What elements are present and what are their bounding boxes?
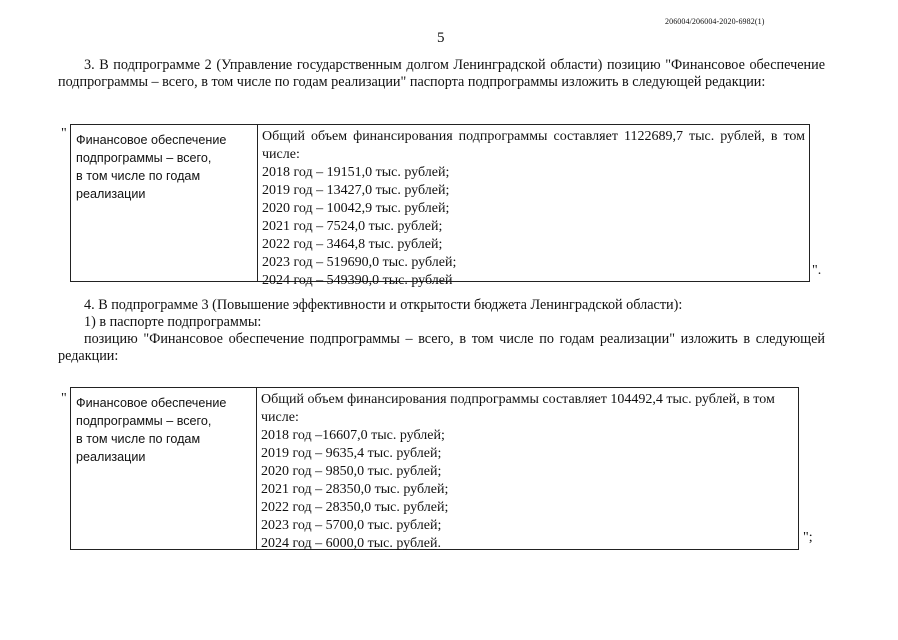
table-1-year-row: 2024 год – 549390,0 тыс. рублей xyxy=(262,273,453,288)
table-1-right-cell xyxy=(258,125,809,288)
table-2-left-line: в том числе по годам xyxy=(76,432,201,446)
table-1-year-row: 2022 год – 3464,8 тыс. рублей; xyxy=(262,237,443,252)
table-2-year-row: 2021 год – 28350,0 тыс. рублей; xyxy=(261,482,449,497)
table-1-left-line: подпрограммы – всего, xyxy=(76,151,212,165)
table-1-close-quote: ". xyxy=(812,263,822,278)
table-1-left-cell xyxy=(71,125,258,281)
table-1-year-row: 2023 год – 519690,0 тыс. рублей; xyxy=(262,255,457,270)
table-2-year-row: 2023 год – 5700,0 тыс. рублей; xyxy=(261,518,442,533)
financing-table-2 xyxy=(70,387,799,550)
table-2-intro: Общий объем финансирования подпрограммы составляет 104492,4 тыс. рублей, в том числе: xyxy=(261,392,775,425)
table-1-left-line: реализации xyxy=(76,187,146,201)
table-2-year-row: 2018 год –16607,0 тыс. рублей; xyxy=(261,428,445,443)
section-4-heading: 4. В подпрограмме 3 (Повышение эффективности и открытости бюджета Ленинградской области): xyxy=(84,297,683,313)
table-2-left-cell xyxy=(71,388,257,549)
section-3-paragraph: 3. В подпрограмме 2 (Управление государственным долгом Ленинградской области) позицию "Финансовое обеспечение подпрограммы – всего, в том числе по годам реализации" паспорта подпрограммы изложить в следующей редакции: xyxy=(58,57,825,90)
table-2-close-quote: "; xyxy=(803,530,813,545)
table-2-year-row: 2020 год – 9850,0 тыс. рублей; xyxy=(261,464,442,479)
table-2-left-line: подпрограммы – всего, xyxy=(76,414,212,428)
table-1-left-line: в том числе по годам xyxy=(76,169,201,183)
page-number: 5 xyxy=(437,30,445,46)
table-2-year-row: 2024 год – 6000,0 тыс. рублей. xyxy=(261,536,441,551)
table-1-intro: Общий объем финансирования подпрограммы составляет 1122689,7 тыс. рублей, в том числе: xyxy=(262,129,805,162)
section-4-item-1: 1) в паспорте подпрограммы: xyxy=(84,314,262,330)
table-2-left-line: Финансовое обеспечение xyxy=(76,396,227,410)
table-2-open-quote: " xyxy=(61,391,67,406)
section-4-paragraph: позицию "Финансовое обеспечение подпрограммы – всего, в том числе по годам реализации" изложить в следующей редакции: xyxy=(58,331,825,364)
financing-table-1 xyxy=(70,124,810,288)
table-2-right-cell xyxy=(257,388,798,549)
table-1-left-line: Финансовое обеспечение xyxy=(76,133,227,147)
document-id: 206004/206004-2020-6982(1) xyxy=(665,17,765,26)
table-2-year-row: 2022 год – 28350,0 тыс. рублей; xyxy=(261,500,449,515)
table-1-year-row: 2020 год – 10042,9 тыс. рублей; xyxy=(262,201,450,216)
table-2-year-row: 2019 год – 9635,4 тыс. рублей; xyxy=(261,446,442,461)
table-1-open-quote: " xyxy=(61,126,67,141)
table-1-year-row: 2019 год – 13427,0 тыс. рублей; xyxy=(262,183,450,198)
table-1-year-row: 2021 год – 7524,0 тыс. рублей; xyxy=(262,219,443,234)
table-2-left-line: реализации xyxy=(76,450,146,464)
table-1-year-row: 2018 год – 19151,0 тыс. рублей; xyxy=(262,165,450,180)
